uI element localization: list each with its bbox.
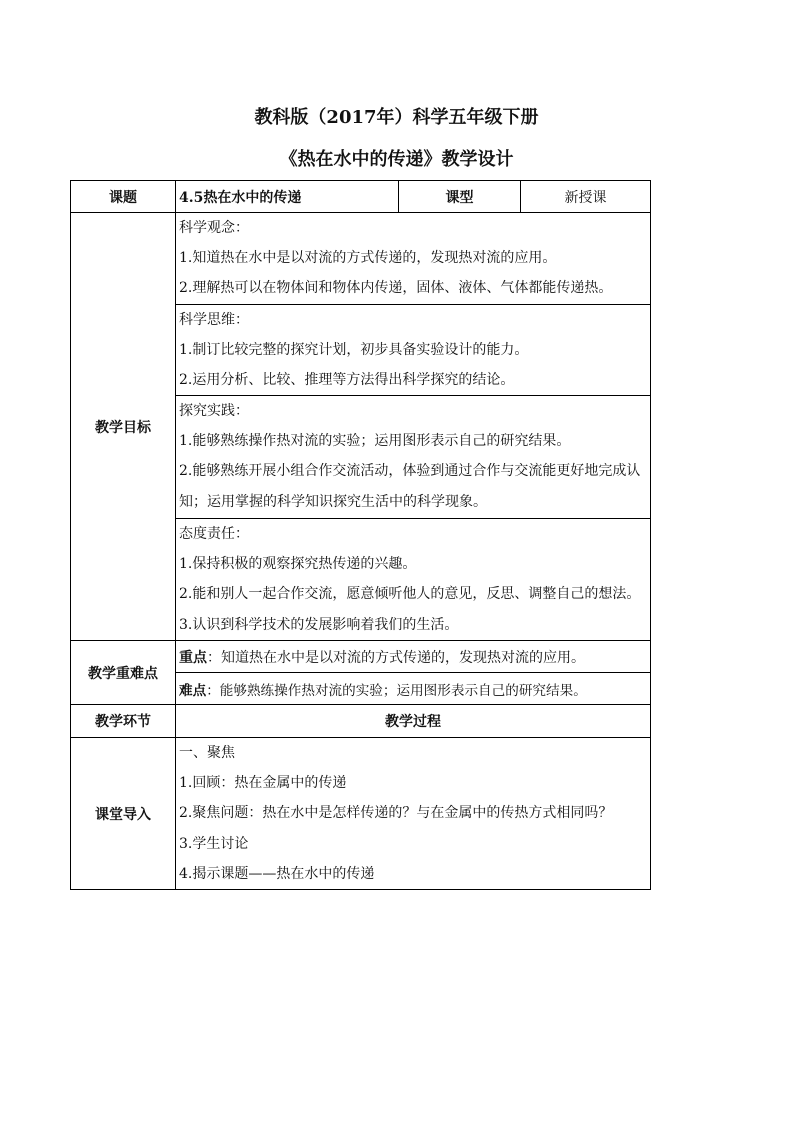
key-points-label: 教学重难点: [71, 641, 176, 705]
hard-point-cell: [176, 673, 651, 705]
intro-line: 3.学生讨论: [179, 836, 249, 852]
goal-heading: 态度责任：: [179, 526, 249, 542]
goal-heading: 科学观念：: [179, 220, 249, 236]
goal-item: 1.知道热在水中是以对流的方式传递的，发现热对流的应用。: [179, 250, 557, 266]
intro-line: 1.回顾：热在金属中的传递: [179, 775, 347, 791]
goal-item: 1.能够熟练操作热对流的实验；运用图形表示自己的研究结果。: [179, 433, 571, 449]
key-point-text: ：知道热在水中是以对流的方式传递的，发现热对流的应用。: [207, 649, 585, 666]
topic-value: 4.5热在水中的传递: [176, 181, 399, 213]
intro-line: 4.揭示课题——热在水中的传递: [179, 866, 375, 882]
type-label: 课型: [399, 181, 521, 213]
type-value: 新授课: [521, 181, 651, 213]
intro-row: [71, 738, 651, 890]
key-point-row: [71, 641, 651, 673]
goal-heading: 探究实践：: [179, 403, 249, 419]
goal-block-concept: [71, 213, 651, 305]
goal-item: 1.制订比较完整的探究计划，初步具备实验设计的能力。: [179, 342, 529, 358]
goal-heading: 科学思维：: [179, 312, 249, 328]
key-point-tag: 重点: [179, 649, 207, 666]
goal-cell-thinking: [176, 305, 651, 396]
goal-item: 2.运用分析、比较、推理等方法得出科学探究的结论。: [179, 372, 515, 388]
intro-label: 课堂导入: [71, 738, 176, 890]
process-label: 教学过程: [176, 705, 651, 738]
hard-point-text: ：能够熟练操作热对流的实验；运用图形表示自己的研究结果。: [206, 682, 587, 699]
goal-item: 1.保持积极的观察探究热传递的兴趣。: [179, 556, 417, 572]
lesson-plan-table: [70, 180, 651, 890]
goal-cell-concept: [176, 213, 651, 305]
key-point-cell: [176, 641, 651, 673]
goals-label: 教学目标: [71, 213, 176, 641]
process-header-row: [71, 705, 651, 738]
goal-item: 2.理解热可以在物体间和物体内传递，固体、液体、气体都能传递热。: [179, 280, 613, 296]
intro-cell: [176, 738, 651, 890]
goal-item: 2.能和别人一起合作交流，愿意倾听他人的意见，反思、调整自己的想法。: [179, 586, 641, 602]
hard-point-tag: 难点: [179, 682, 207, 699]
intro-line: 2.聚焦问题：热在水中是怎样传递的？与在金属中的传热方式相同吗？: [179, 805, 613, 821]
intro-line: 一、聚焦: [179, 745, 235, 761]
topic-row: [71, 181, 651, 213]
goal-cell-practice: [176, 396, 651, 519]
goal-item: 2.能够熟练开展小组合作交流活动，体验到通过合作与交流能更好地完成认知；运用掌握的科学知识探究生活中的科学现象。: [179, 463, 641, 510]
goal-cell-attitude: [176, 519, 651, 641]
document-title: 教科版（2017年）科学五年级下册: [254, 107, 539, 128]
goal-item: 3.认识到科学技术的发展影响着我们的生活。: [179, 617, 459, 633]
document-subtitle: 《热在水中的传递》教学设计: [279, 149, 514, 170]
stage-label: 教学环节: [71, 705, 176, 738]
topic-label: 课题: [71, 181, 176, 213]
